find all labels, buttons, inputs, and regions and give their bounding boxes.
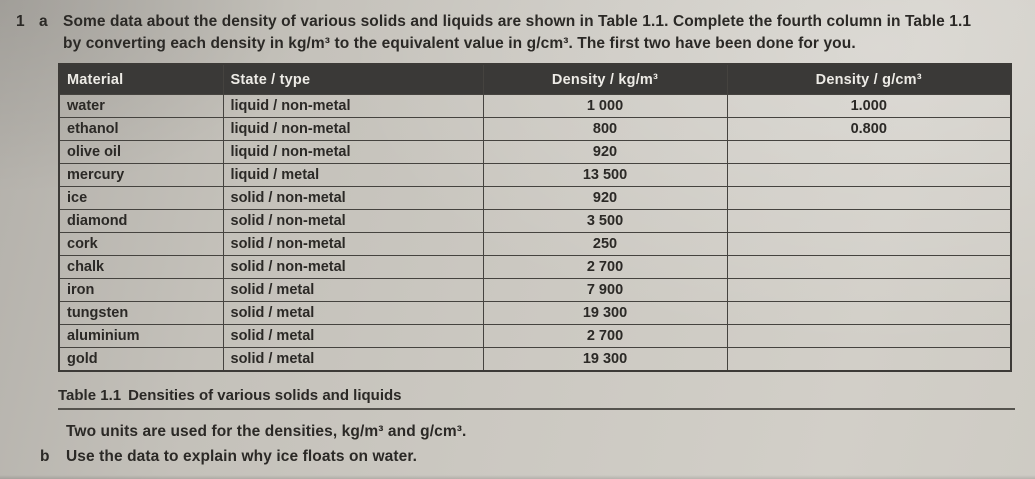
table-row [59, 325, 1011, 348]
table-row [59, 210, 1011, 233]
cell-state-type: solid / non-metal [223, 233, 483, 256]
table-row [59, 95, 1011, 118]
cell-material: iron [59, 279, 223, 302]
cell-state-type: solid / non-metal [223, 187, 483, 210]
cell-density-g-cm3: 0.800 [727, 118, 1011, 141]
units-note: Two units are used for the densities, kg/m³ and g/cm³. [66, 423, 467, 440]
cell-density-kg-m3: 920 [483, 187, 727, 210]
question-1b [40, 448, 417, 466]
cell-density-g-cm3 [727, 187, 1011, 210]
cell-density-g-cm3 [727, 210, 1011, 233]
cell-material: ice [59, 187, 223, 210]
cell-density-g-cm3 [727, 348, 1011, 372]
cell-density-kg-m3: 3 500 [483, 210, 727, 233]
cell-material: mercury [59, 164, 223, 187]
cell-density-g-cm3 [727, 141, 1011, 164]
table-row [59, 187, 1011, 210]
column-header-state-type: State / type [223, 64, 483, 95]
cell-density-g-cm3 [727, 279, 1011, 302]
cell-density-g-cm3 [727, 325, 1011, 348]
cell-state-type: solid / metal [223, 348, 483, 372]
density-table-body [59, 95, 1011, 372]
cell-density-g-cm3: 1.000 [727, 95, 1011, 118]
cell-material: tungsten [59, 302, 223, 325]
cell-density-kg-m3: 920 [483, 141, 727, 164]
cell-material: aluminium [59, 325, 223, 348]
cell-density-kg-m3: 7 900 [483, 279, 727, 302]
cell-material: water [59, 95, 223, 118]
cell-material: chalk [59, 256, 223, 279]
cell-state-type: liquid / metal [223, 164, 483, 187]
cell-density-g-cm3 [727, 302, 1011, 325]
cell-density-g-cm3 [727, 233, 1011, 256]
table-row [59, 164, 1011, 187]
table-row [59, 118, 1011, 141]
cell-density-kg-m3: 2 700 [483, 256, 727, 279]
table-caption-text: Densities of various solids and liquids [128, 387, 402, 404]
cell-state-type: liquid / non-metal [223, 118, 483, 141]
cell-density-kg-m3: 13 500 [483, 164, 727, 187]
cell-density-kg-m3: 1 000 [483, 95, 727, 118]
column-header-material: Material [59, 64, 223, 95]
density-table [58, 63, 1012, 372]
table-row [59, 279, 1011, 302]
cell-state-type: liquid / non-metal [223, 95, 483, 118]
cell-density-kg-m3: 800 [483, 118, 727, 141]
column-header-density-g-cm3: Density / g/cm³ [727, 64, 1011, 95]
cell-density-kg-m3: 19 300 [483, 348, 727, 372]
table-row [59, 348, 1011, 372]
cell-state-type: solid / metal [223, 279, 483, 302]
cell-state-type: solid / non-metal [223, 210, 483, 233]
cell-material: cork [59, 233, 223, 256]
table-caption-label: Table 1.1 [58, 387, 122, 404]
part-b-label: b [40, 448, 50, 465]
table-row [59, 141, 1011, 164]
cell-density-kg-m3: 19 300 [483, 302, 727, 325]
question-1b-text: Use the data to explain why ice floats on water. [66, 448, 418, 465]
cell-state-type: solid / non-metal [223, 256, 483, 279]
question-1a-text: Some data about the density of various solids and liquids are shown in Table 1.1. Complete the fourth column in Table 1.1 by converting each density in kg/m³ to the equivalent value in g/cm³. The first two have been done for you. [63, 13, 972, 52]
cell-material: ethanol [59, 118, 223, 141]
table-caption [58, 387, 1015, 410]
cell-state-type: solid / metal [223, 302, 483, 325]
cell-density-kg-m3: 2 700 [483, 325, 727, 348]
cell-density-g-cm3 [727, 256, 1011, 279]
table-row [59, 302, 1011, 325]
part-a-label: a [39, 13, 48, 30]
cell-material: olive oil [59, 141, 223, 164]
cell-density-g-cm3 [727, 164, 1011, 187]
table-row [59, 256, 1011, 279]
cell-material: diamond [59, 210, 223, 233]
question-number: 1 [16, 13, 25, 30]
table-row [59, 233, 1011, 256]
cell-material: gold [59, 348, 223, 372]
table-header-row [59, 64, 1011, 95]
cell-density-kg-m3: 250 [483, 233, 727, 256]
cell-state-type: liquid / non-metal [223, 141, 483, 164]
question-1a [16, 11, 1018, 55]
cell-state-type: solid / metal [223, 325, 483, 348]
column-header-density-kg-m3: Density / kg/m³ [483, 64, 727, 95]
